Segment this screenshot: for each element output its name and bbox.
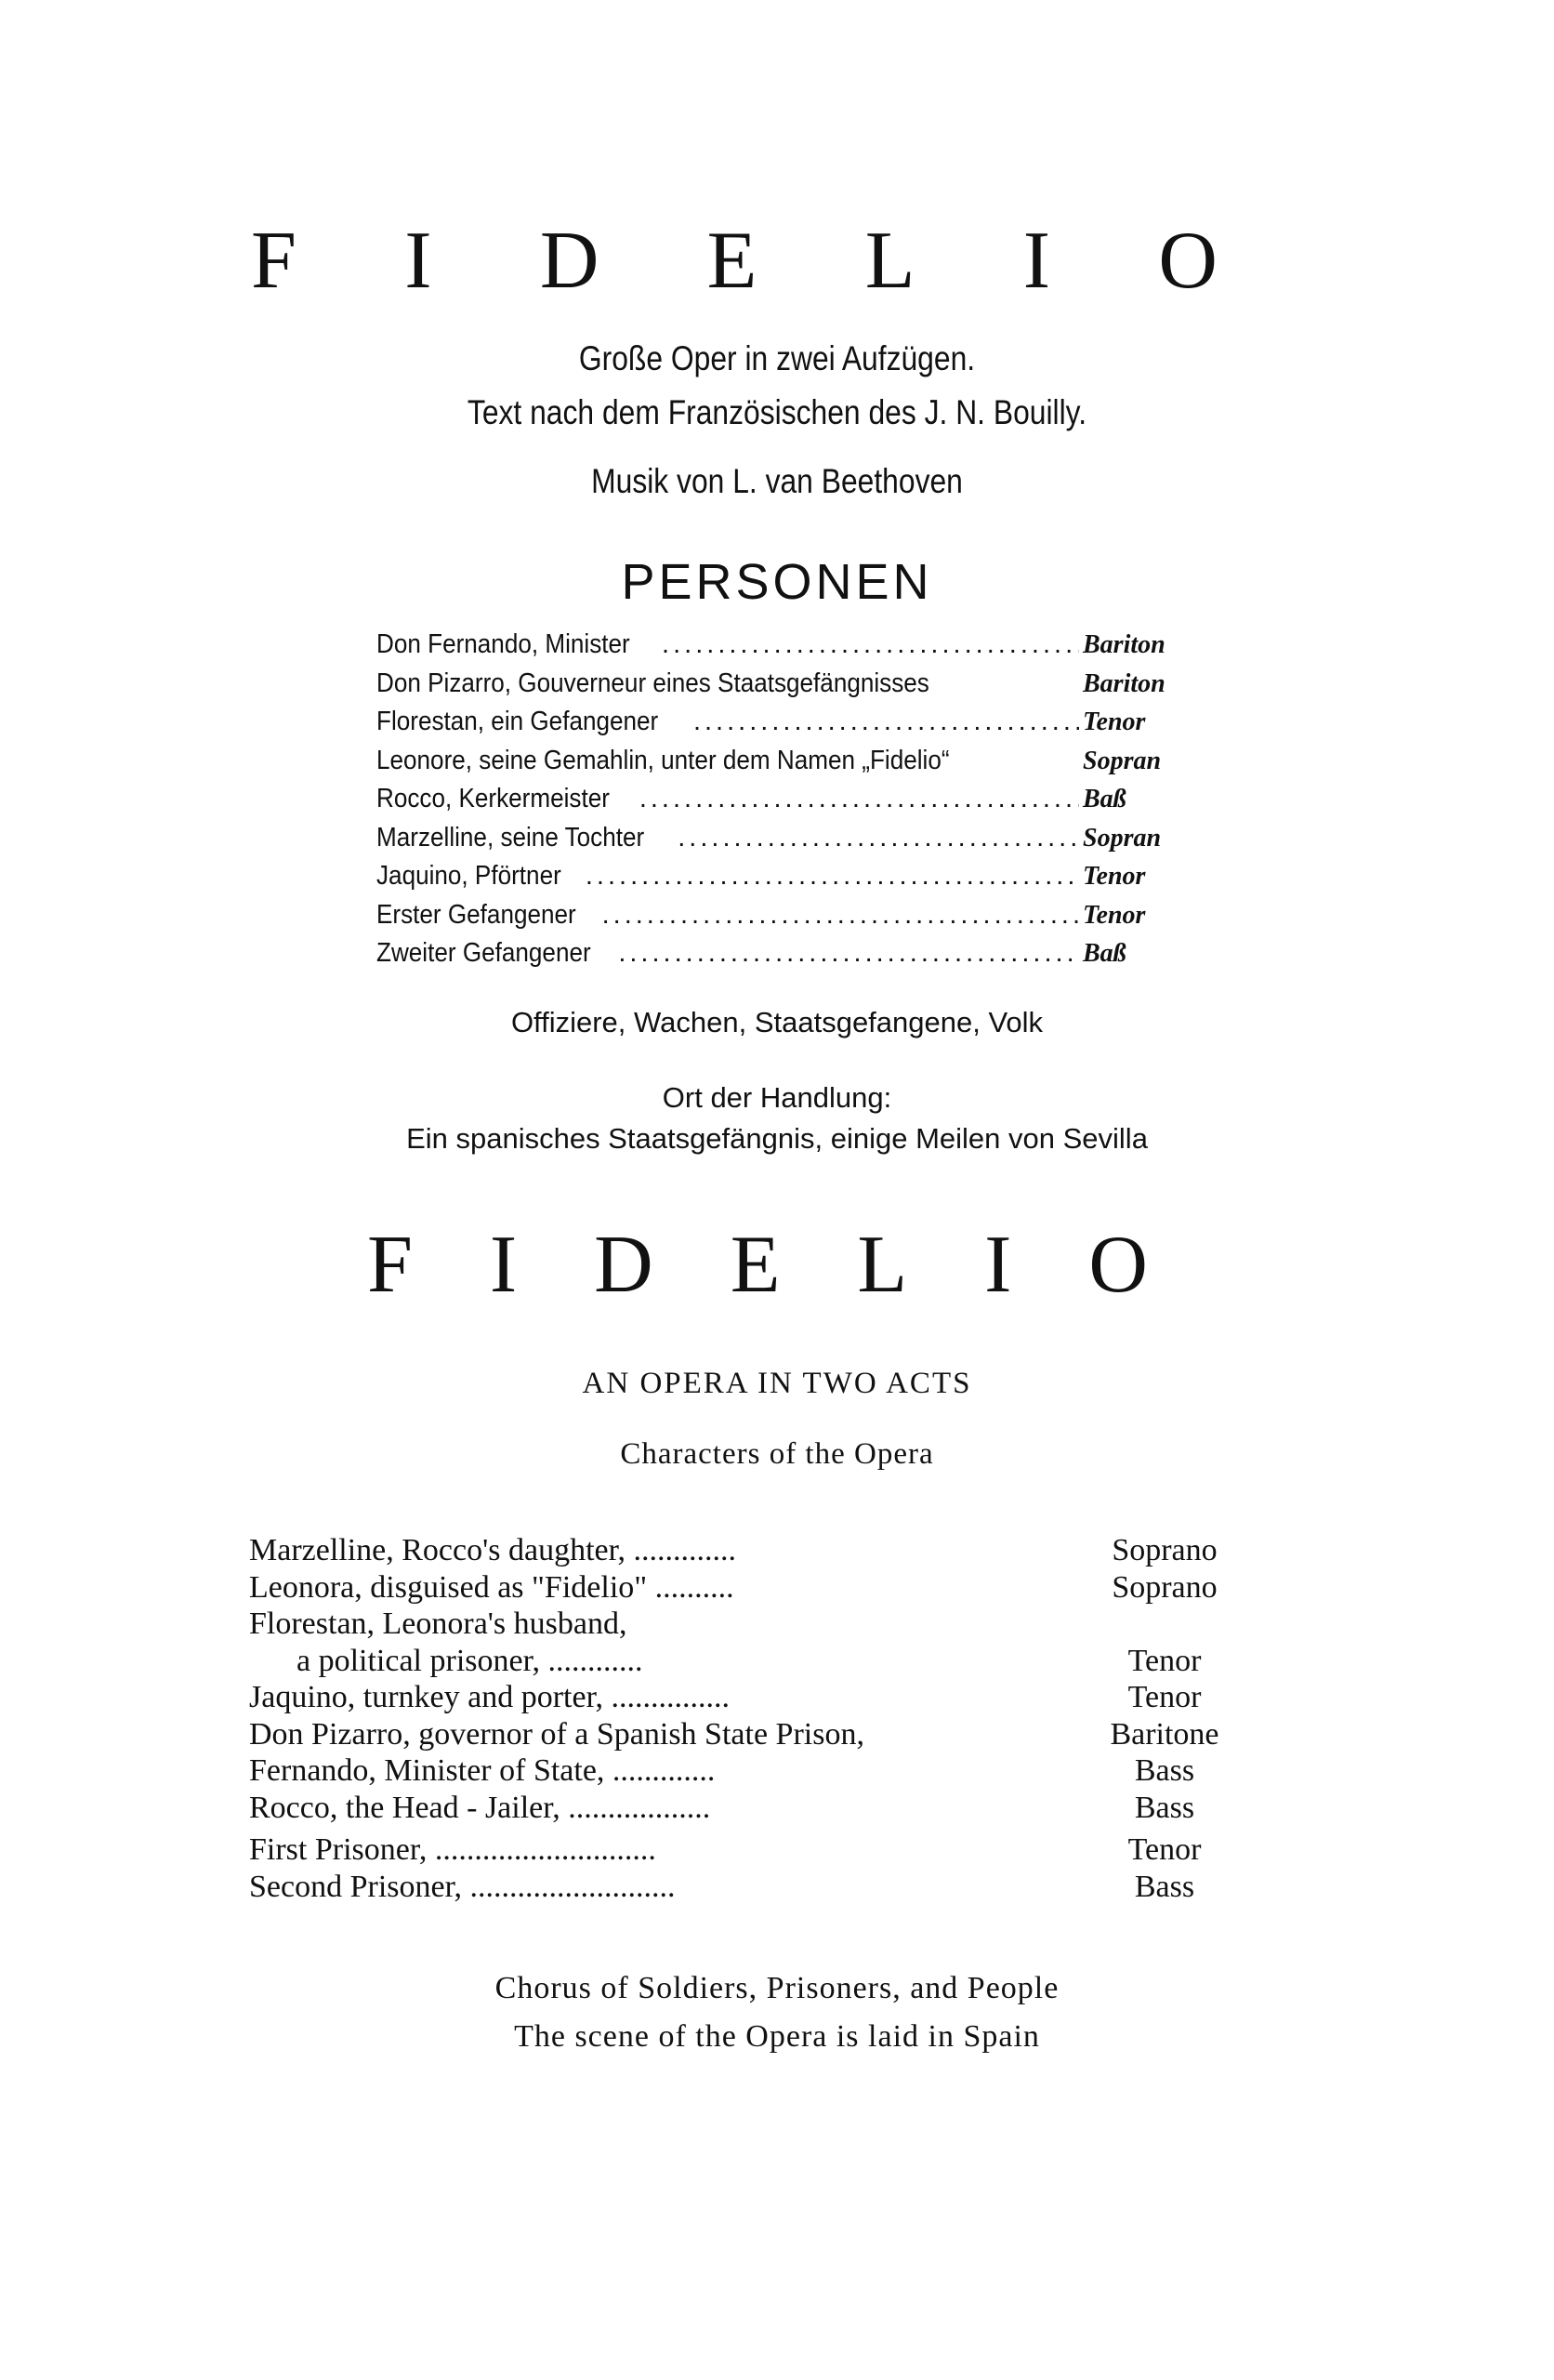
german-cast-list: [376, 626, 1194, 973]
cast-role: Rocco, Kerkermeister: [376, 784, 610, 813]
leader-dots: [693, 703, 1079, 742]
english-cast-list: [249, 1532, 1346, 1905]
title-letter: D: [539, 216, 599, 306]
german-setting-label: Ort der Handlung:: [662, 1081, 892, 1114]
cast-row: [249, 1569, 1346, 1606]
leader-dots: [586, 857, 1079, 896]
cast-voice: Bariton: [1083, 630, 1166, 659]
title-letter: O: [1088, 1220, 1148, 1310]
cast-row: [249, 1790, 1346, 1827]
cast-voice: Baritone: [1110, 1716, 1219, 1752]
leader-dots: [618, 934, 1079, 973]
english-chorus: Chorus of Soldiers, Prisoners, and People: [494, 1971, 1060, 2005]
cast-row: [249, 1606, 1346, 1643]
english-subtitle: AN OPERA IN TWO ACTS: [582, 1367, 972, 1400]
leader-dots: [602, 896, 1079, 935]
cast-role: Fernando, Minister of State, .............: [249, 1753, 716, 1788]
german-subtitle: Große Oper in zwei Aufzügen.: [578, 339, 976, 377]
title-letter: D: [594, 1220, 653, 1310]
title-letter: F: [251, 216, 296, 306]
cast-row: [249, 1643, 1346, 1680]
cast-voice: Bariton: [1083, 668, 1166, 698]
english-cast-heading: Characters of the Opera: [620, 1437, 934, 1471]
title-letter: E: [706, 216, 757, 306]
title-letter: I: [1022, 216, 1051, 306]
title-letter: I: [984, 1220, 1012, 1310]
cast-role: Florestan, ein Gefangener: [376, 707, 659, 736]
german-title: [251, 214, 1218, 308]
cast-role: Marzelline, Rocco's daughter, .............: [249, 1533, 737, 1567]
cast-voice: Bass: [1134, 1790, 1195, 1825]
german-chorus: Offiziere, Wachen, Staatsgefangene, Volk: [510, 1006, 1044, 1038]
cast-voice: Tenor: [1127, 1680, 1202, 1714]
cast-role: Marzelline, seine Tochter: [376, 822, 645, 853]
cast-role: Jaquino, turnkey and porter, ...............: [249, 1680, 731, 1714]
title-letter: L: [864, 216, 915, 306]
cast-row: [376, 703, 1194, 742]
cast-row: [249, 1716, 1346, 1753]
cast-voice: Bass: [1134, 1753, 1195, 1788]
cast-role: Erster Gefangener: [376, 899, 576, 930]
english-title: [367, 1218, 1148, 1312]
cast-role: Don Pizarro, Gouverneur eines Staatsgefängnisses: [376, 668, 929, 698]
cast-row: [376, 780, 1194, 819]
cast-role: Don Pizarro, governor of a Spanish State Prison,: [249, 1716, 864, 1752]
german-setting: Ein spanisches Staatsgefängnis, einige Meilen von Sevilla: [406, 1122, 1148, 1155]
german-text-credit: Text nach dem Französischen des J. N. Bouilly.: [467, 393, 1087, 431]
title-letter: E: [730, 1220, 781, 1310]
cast-voice: Sopran: [1083, 746, 1162, 775]
title-letter: I: [404, 216, 432, 306]
cast-voice: Tenor: [1127, 1832, 1202, 1867]
german-cast-heading: PERSONEN: [621, 554, 933, 610]
cast-row: [376, 626, 1194, 665]
cast-row: [249, 1831, 1346, 1869]
cast-row: [376, 896, 1194, 935]
leader-dots: [678, 819, 1079, 858]
cast-role: Rocco, the Head - Jailer, ..................: [249, 1790, 711, 1825]
cast-role: Jaquino, Pförtner: [376, 861, 561, 891]
cast-voice: Tenor: [1083, 862, 1146, 891]
leader-dots: [662, 626, 1079, 665]
cast-role: Florestan, Leonora's husband,: [249, 1606, 627, 1641]
cast-role: a political prisoner, ............: [249, 1643, 643, 1678]
title-letter: F: [367, 1220, 413, 1310]
cast-role: Second Prisoner, ..........................: [249, 1869, 676, 1904]
cast-role: Zweiter Gefangener: [376, 938, 591, 968]
cast-row: [376, 742, 1194, 781]
leader-dots: [639, 780, 1079, 819]
cast-role: Don Fernando, Minister: [376, 629, 630, 659]
cast-role: Leonora, disguised as "Fidelio" ..........: [249, 1569, 734, 1605]
cast-voice: Sopran: [1083, 823, 1162, 853]
cast-voice: Tenor: [1083, 900, 1146, 930]
cast-row: [249, 1869, 1346, 1906]
cast-voice: Tenor: [1127, 1643, 1202, 1678]
cast-row: [376, 665, 1194, 704]
cast-voice: Soprano: [1112, 1569, 1218, 1605]
english-scene: The scene of the Opera is laid in Spain: [514, 2019, 1040, 2054]
cast-row: [376, 857, 1194, 896]
cast-role: Leonore, seine Gemahlin, unter dem Namen „Fidelio“: [376, 745, 950, 775]
cast-voice: Soprano: [1112, 1533, 1218, 1567]
title-letter: L: [857, 1220, 908, 1310]
cast-voice: Tenor: [1083, 707, 1146, 736]
cast-row: [376, 934, 1194, 973]
cast-voice: Baß: [1083, 785, 1126, 813]
cast-voice: Bass: [1134, 1869, 1195, 1904]
title-letter: I: [489, 1220, 518, 1310]
cast-row: [249, 1532, 1346, 1569]
cast-role: First Prisoner, ............................: [249, 1832, 656, 1867]
german-music-credit: Musik von L. van Beethoven: [591, 462, 963, 500]
cast-row: [249, 1752, 1346, 1790]
cast-row: [249, 1679, 1346, 1716]
cast-voice: Baß: [1083, 939, 1126, 968]
cast-row: [376, 819, 1194, 858]
title-letter: O: [1158, 216, 1218, 306]
